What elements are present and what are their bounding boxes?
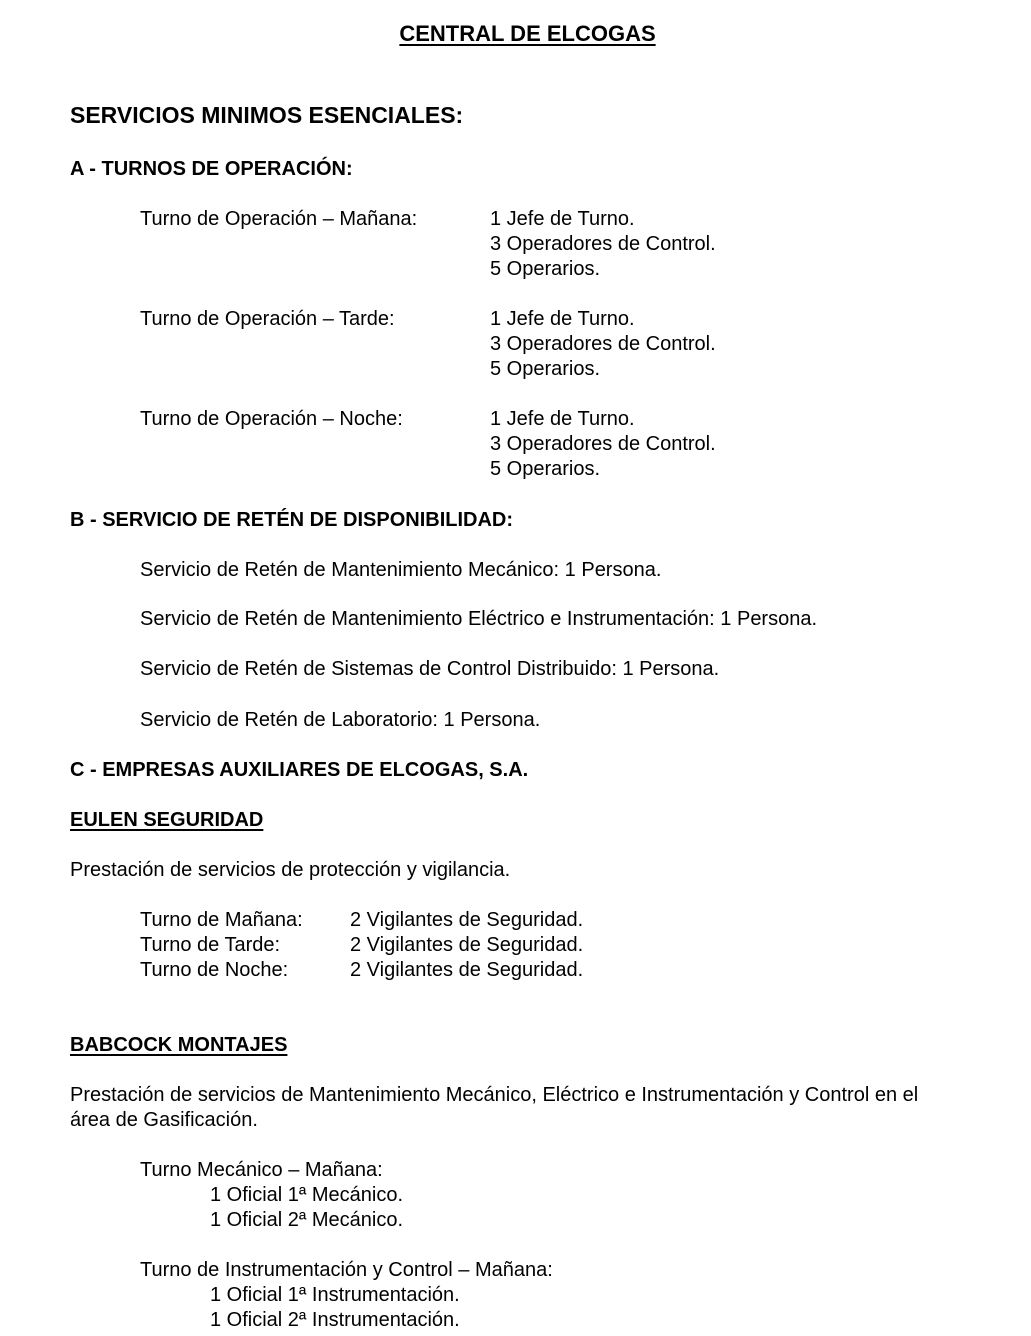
- shift-label-afternoon: Turno de Operación – Tarde:: [140, 308, 395, 330]
- page-heading: SERVICIOS MINIMOS ESENCIALES:: [70, 102, 464, 128]
- standby-service-item: Servicio de Retén de Sistemas de Control Distribuido: 1 Persona.: [140, 658, 720, 680]
- security-shift-label: Turno de Noche:: [140, 959, 289, 981]
- security-shift-staff: 2 Vigilantes de Seguridad.: [350, 909, 584, 931]
- maintenance-staff: 1 Oficial 1ª Instrumentación.: [210, 1284, 460, 1306]
- shift-staff: 3 Operadores de Control.: [490, 233, 716, 255]
- shift-staff: 5 Operarios.: [490, 258, 601, 280]
- shift-staff: 3 Operadores de Control.: [490, 333, 716, 355]
- maintenance-staff: 1 Oficial 2ª Mecánico.: [210, 1209, 404, 1231]
- standby-service-item: Servicio de Retén de Laboratorio: 1 Persona.: [140, 709, 541, 731]
- maintenance-shift-label: Turno Mecánico – Mañana:: [140, 1159, 383, 1181]
- shift-staff: 5 Operarios.: [490, 458, 601, 480]
- security-shift-label: Turno de Mañana:: [140, 909, 303, 931]
- shift-label-night: Turno de Operación – Noche:: [140, 408, 403, 430]
- shift-label-morning: Turno de Operación – Mañana:: [140, 208, 418, 230]
- babcock-description-line2: área de Gasificación.: [70, 1109, 258, 1131]
- section-c-title: C - EMPRESAS AUXILIARES DE ELCOGAS, S.A.: [70, 759, 529, 781]
- section-b-title: B - SERVICIO DE RETÉN DE DISPONIBILIDAD:: [70, 509, 514, 531]
- document-title: CENTRAL DE ELCOGAS: [399, 21, 656, 46]
- section-a-title: A - TURNOS DE OPERACIÓN:: [70, 158, 353, 180]
- babcock-company-name: BABCOCK MONTAJES: [70, 1034, 288, 1056]
- security-shift-label: Turno de Tarde:: [140, 934, 281, 956]
- shift-staff: 1 Jefe de Turno.: [490, 208, 635, 230]
- babcock-description-line1: Prestación de servicios de Mantenimiento Mecánico, Eléctrico e Instrumentación y Control en el: [70, 1084, 919, 1106]
- eulen-company-name: EULEN SEGURIDAD: [70, 809, 264, 831]
- standby-service-item: Servicio de Retén de Mantenimiento Eléctrico e Instrumentación: 1 Persona.: [140, 608, 818, 630]
- shift-staff: 5 Operarios.: [490, 358, 601, 380]
- eulen-description: Prestación de servicios de protección y vigilancia.: [70, 859, 511, 881]
- shift-staff: 1 Jefe de Turno.: [490, 408, 635, 430]
- maintenance-staff: 1 Oficial 2ª Instrumentación.: [210, 1309, 460, 1331]
- maintenance-shift-label: Turno de Instrumentación y Control – Mañana:: [140, 1259, 553, 1281]
- standby-service-item: Servicio de Retén de Mantenimiento Mecánico: 1 Persona.: [140, 559, 662, 581]
- security-shift-staff: 2 Vigilantes de Seguridad.: [350, 934, 584, 956]
- security-shift-staff: 2 Vigilantes de Seguridad.: [350, 959, 584, 981]
- shift-staff: 3 Operadores de Control.: [490, 433, 716, 455]
- shift-staff: 1 Jefe de Turno.: [490, 308, 635, 330]
- maintenance-staff: 1 Oficial 1ª Mecánico.: [210, 1184, 404, 1206]
